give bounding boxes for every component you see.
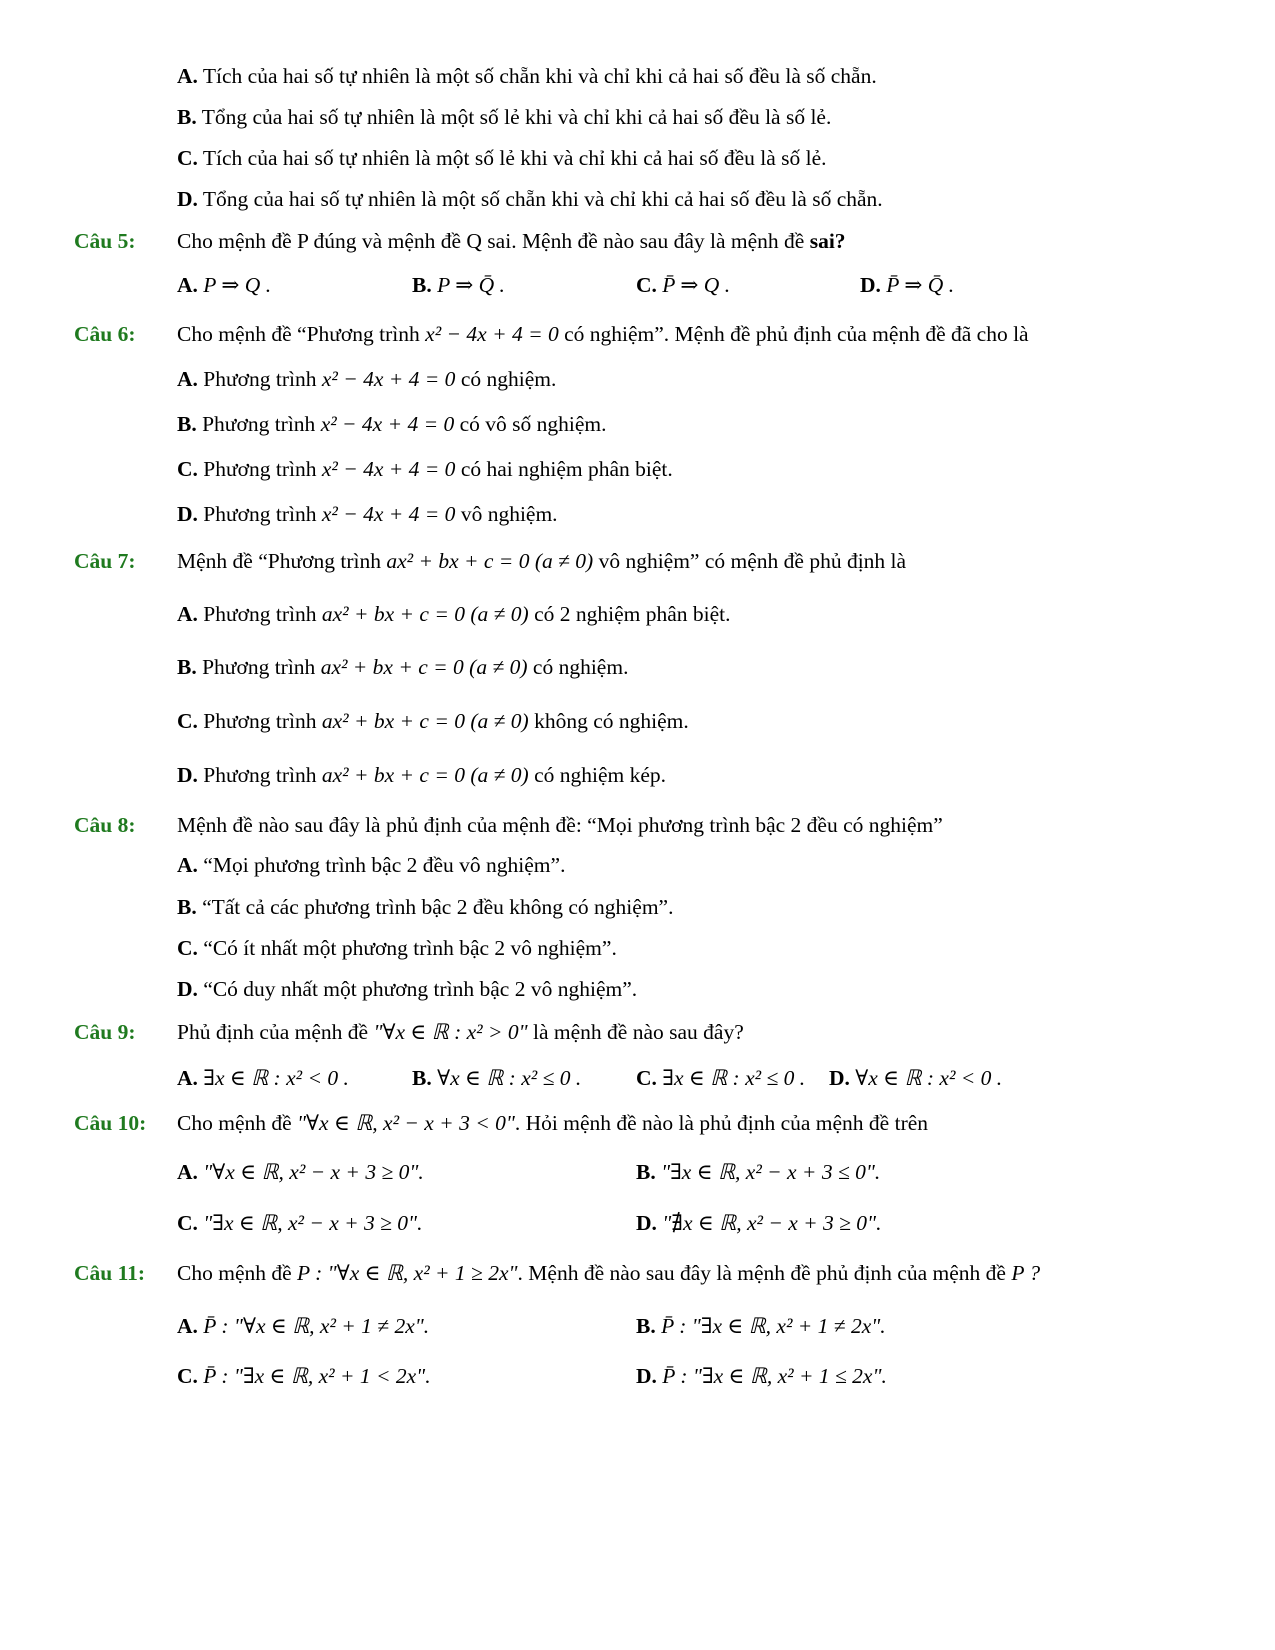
q5-option-a: A. P ⇒ Q .	[177, 273, 272, 297]
q9-option-c: C. ∃x ∈ ℝ : x² ≤ 0 .	[636, 1066, 806, 1090]
q5-text: Cho mệnh đề P đúng và mệnh đề Q sai. Mệnh đề nào sau đây là mệnh đề sai?	[177, 229, 846, 253]
q10-option-a: A. "∀x ∈ ℝ, x² − x + 3 ≥ 0".	[177, 1160, 424, 1184]
q7-option-d: D. Phương trình ax² + bx + c = 0 (a ≠ 0) có nghiệm kép.	[177, 763, 667, 787]
q8-option-c: C. “Có ít nhất một phương trình bậc 2 vô nghiệm”.	[177, 936, 617, 960]
q11-label: Câu 11:	[74, 1261, 146, 1285]
q6-option-b: B. Phương trình x² − 4x + 4 = 0 có vô số nghiệm.	[177, 412, 607, 436]
q6-label: Câu 6:	[74, 322, 136, 346]
q6-option-a: A. Phương trình x² − 4x + 4 = 0 có nghiệm.	[177, 367, 557, 391]
q11-text: Cho mệnh đề P : "∀x ∈ ℝ, x² + 1 ≥ 2x". Mệnh đề nào sau đây là mệnh đề phủ định của mệnh đề P ?	[177, 1261, 1041, 1285]
q11-option-a: A. P̄ : "∀x ∈ ℝ, x² + 1 ≠ 2x".	[177, 1314, 430, 1338]
q7-text: Mệnh đề “Phương trình ax² + bx + c = 0 (a ≠ 0) vô nghiệm” có mệnh đề phủ định là	[177, 549, 907, 573]
q11-option-c: C. P̄ : "∃x ∈ ℝ, x² + 1 < 2x".	[177, 1364, 431, 1388]
q10-option-d: D. "∄x ∈ ℝ, x² − x + 3 ≥ 0".	[636, 1211, 882, 1235]
q8-option-a: A. “Mọi phương trình bậc 2 đều vô nghiệm”.	[177, 853, 566, 877]
q5-option-c: C. P̄ ⇒ Q .	[636, 273, 731, 297]
q10-option-b: B. "∃x ∈ ℝ, x² − x + 3 ≤ 0".	[636, 1160, 881, 1184]
q10-text: Cho mệnh đề "∀x ∈ ℝ, x² − x + 3 < 0". Hỏi mệnh đề nào là phủ định của mệnh đề trên	[177, 1111, 929, 1135]
q5-option-d: D. P̄ ⇒ Q̄ .	[860, 273, 955, 297]
q9-label: Câu 9:	[74, 1020, 136, 1044]
q11-option-d: D. P̄ : "∃x ∈ ℝ, x² + 1 ≤ 2x".	[636, 1364, 887, 1388]
q8-option-b: B. “Tất cả các phương trình bậc 2 đều không có nghiệm”.	[177, 895, 674, 919]
q10-label: Câu 10:	[74, 1111, 147, 1135]
q9-text: Phủ định của mệnh đề "∀x ∈ ℝ : x² > 0" là mệnh đề nào sau đây?	[177, 1020, 744, 1044]
q5-option-b: B. P ⇒ Q̄ .	[412, 273, 505, 297]
q9-option-a: A. ∃x ∈ ℝ : x² < 0 .	[177, 1066, 349, 1090]
q4-option-c: C. Tích của hai số tự nhiên là một số lẻ khi và chỉ khi cả hai số đều là số lẻ.	[177, 146, 827, 170]
q5-label: Câu 5:	[74, 229, 136, 253]
q7-option-c: C. Phương trình ax² + bx + c = 0 (a ≠ 0) không có nghiệm.	[177, 709, 689, 733]
q7-option-a: A. Phương trình ax² + bx + c = 0 (a ≠ 0) có 2 nghiệm phân biệt.	[177, 602, 731, 626]
q7-option-b: B. Phương trình ax² + bx + c = 0 (a ≠ 0) có nghiệm.	[177, 655, 629, 679]
q4-option-d: D. Tổng của hai số tự nhiên là một số chẵn khi và chỉ khi cả hai số đều là số chẵn.	[177, 187, 883, 211]
q8-label: Câu 8:	[74, 813, 136, 837]
q9-option-b: B. ∀x ∈ ℝ : x² ≤ 0 .	[412, 1066, 582, 1090]
q4-option-b: B. Tổng của hai số tự nhiên là một số lẻ khi và chỉ khi cả hai số đều là số lẻ.	[177, 105, 832, 129]
q8-option-d: D. “Có duy nhất một phương trình bậc 2 vô nghiệm”.	[177, 977, 638, 1001]
q8-text: Mệnh đề nào sau đây là phủ định của mệnh đề: “Mọi phương trình bậc 2 đều có nghiệm”	[177, 813, 943, 837]
q6-text: Cho mệnh đề “Phương trình x² − 4x + 4 = 0 có nghiệm”. Mệnh đề phủ định của mệnh đề đã cho là	[177, 322, 1029, 346]
q6-option-d: D. Phương trình x² − 4x + 4 = 0 vô nghiệm.	[177, 502, 558, 526]
q7-label: Câu 7:	[74, 549, 136, 573]
q9-option-d: D. ∀x ∈ ℝ : x² < 0 .	[829, 1066, 1003, 1090]
q4-option-a: A. Tích của hai số tự nhiên là một số chẵn khi và chỉ khi cả hai số đều là số chẵn.	[177, 64, 877, 88]
q11-option-b: B. P̄ : "∃x ∈ ℝ, x² + 1 ≠ 2x".	[636, 1314, 886, 1338]
q10-option-c: C. "∃x ∈ ℝ, x² − x + 3 ≥ 0".	[177, 1211, 423, 1235]
q6-option-c: C. Phương trình x² − 4x + 4 = 0 có hai nghiệm phân biệt.	[177, 457, 673, 481]
